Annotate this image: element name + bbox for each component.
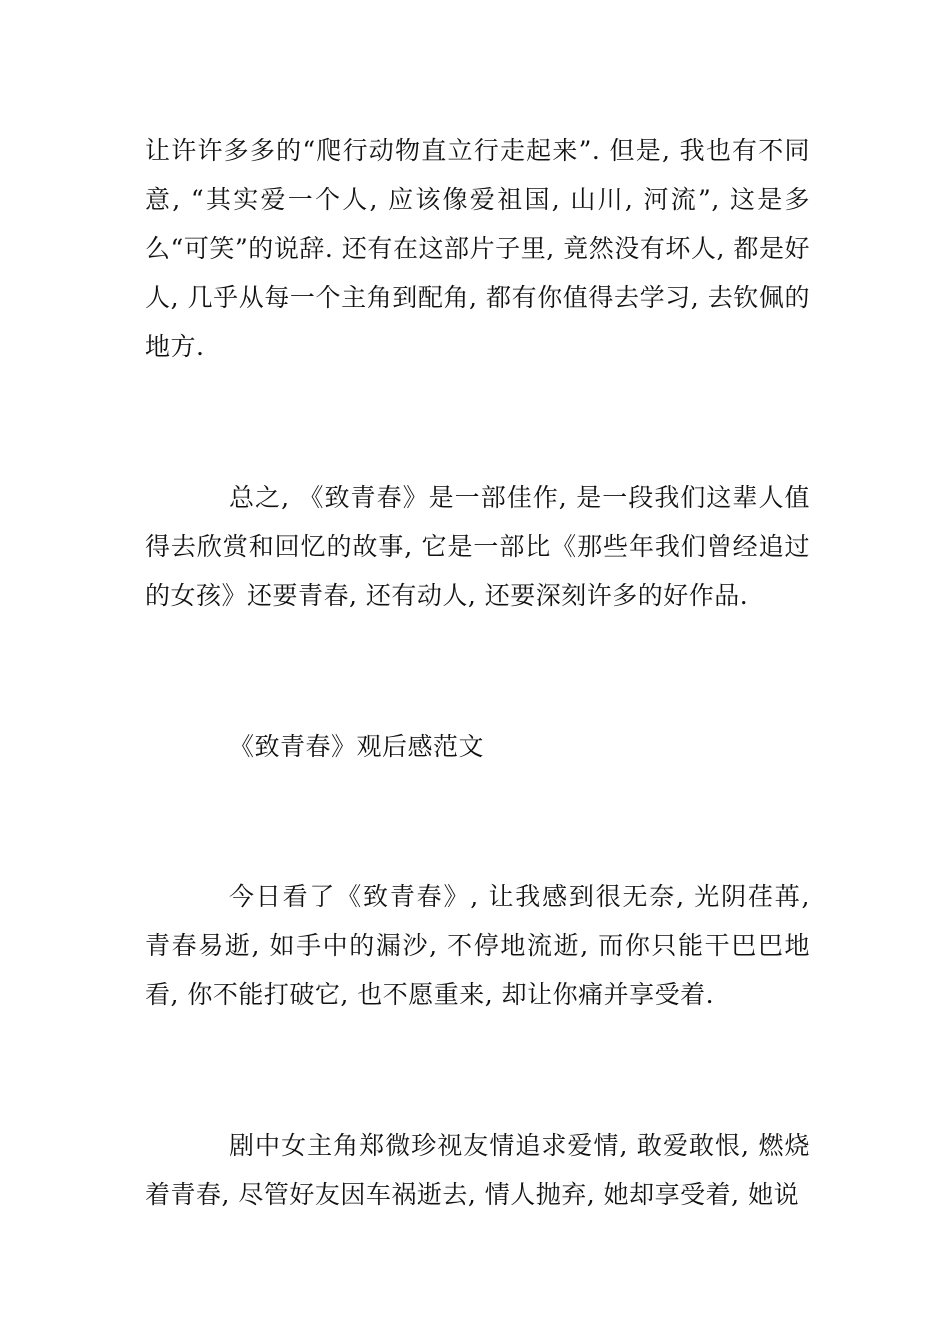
section-heading: 《致青春》观后感范文 — [229, 732, 485, 761]
paragraph-conclusion: 总之, 《致青春》是一部佳作, 是一段我们这辈人值得去欣赏和回忆的故事, 它是一部比《那些年我们曾经追过的女孩》还要青春, 还有动人, 还要深刻许多的好作品. — [145, 483, 810, 610]
paragraph-continuation: 让许许多多的“爬行动物直立行走起来”. 但是, 我也有不同意, “其实爱一个人, 应该像爱祖国, 山川, 河流”, 这是多么“可笑”的说辞. 还有在这部片子里, 竟然没有坏人, 都是好人, 几乎从每一个主角到配角, 都有你值得去学习, 去钦佩的地方. — [145, 136, 810, 361]
paragraph-intro: 今日看了《致青春》, 让我感到很无奈, 光阴荏苒, 青春易逝, 如手中的漏沙, 不停地流逝, 而你只能干巴巴地看, 你不能打破它, 也不愿重来, 却让你痛并享受着. — [145, 882, 810, 1009]
paragraph-protagonist: 剧中女主角郑微珍视友情追求爱情, 敢爱敢恨, 燃烧着青春, 尽管好友因车祸逝去, 情人抛弃, 她却享受着, 她说 — [145, 1131, 810, 1209]
